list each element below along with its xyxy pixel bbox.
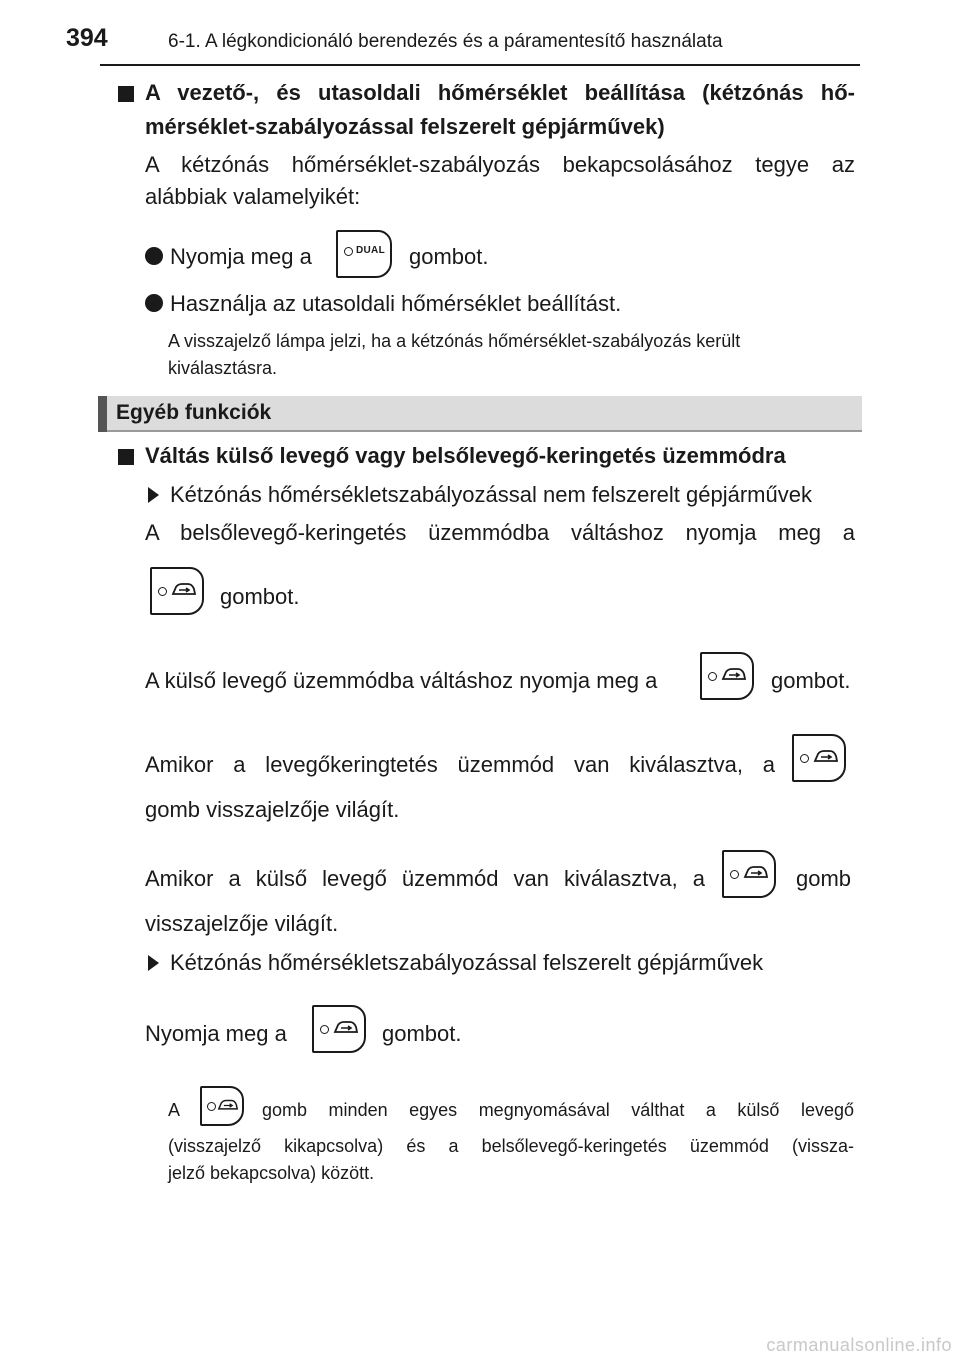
recirculation-button[interactable] [792, 734, 846, 782]
air-mode-button[interactable] [312, 1005, 366, 1053]
page-number: 394 [66, 24, 108, 52]
air-mode-button[interactable] [200, 1086, 244, 1126]
section-bar [98, 396, 862, 432]
fresh-air-button[interactable] [722, 850, 776, 898]
p4-line1-pre: Amikor a külső levegő üzemmód van kiválasztva, a [145, 866, 705, 891]
dual-button-label: DUAL [356, 245, 385, 256]
chapter-title: 6-1. A légkondicionáló berendezés és a páramentesítő használata [168, 31, 723, 52]
p2-post: gombot. [771, 668, 851, 693]
indicator-led-icon [158, 587, 167, 596]
bullet1-pre: Nyomja meg a [170, 244, 312, 269]
p4-line1-post: gomb [796, 866, 852, 891]
bullet2-text: Használja az utasoldali hőmérséklet beállítást. [170, 291, 622, 316]
section-heading-line1: A vezető-, és utasoldali hőmérséklet beállítása (kétzónás hő- [145, 80, 855, 105]
indicator-led-icon [320, 1025, 329, 1034]
header-rule [100, 64, 860, 66]
watermark: carmanualsonline.info [766, 1335, 952, 1355]
intro-line2: alábbiak valamelyikét: [145, 184, 361, 209]
car-air-icon [217, 1098, 239, 1113]
dual-button[interactable] [336, 230, 392, 278]
sub1-text: Kétzónás hőmérsékletszabályozással nem felszerelt gépjárművek [170, 482, 812, 507]
note2-line2: (visszajelző kikapcsolva) és a belsőlevegő-keringetés üzemmód (vissza- [168, 1136, 854, 1156]
section2-heading: Váltás külső levegő vagy belsőlevegő-keringetés üzemmódra [145, 443, 786, 468]
note-line2: kiválasztásra. [168, 358, 278, 378]
p4-line2: visszajelzője világít. [145, 911, 339, 936]
p1-line2: gombot. [220, 584, 300, 609]
car-air-icon [743, 864, 769, 882]
car-air-icon [813, 748, 839, 766]
p3-line1: Amikor a levegőkeringtetés üzemmód van kiválasztva, a [145, 752, 775, 777]
note2-pre: A [168, 1100, 181, 1120]
sub2-text: Kétzónás hőmérsékletszabályozással felszerelt gépjárművek [170, 950, 764, 975]
indicator-led-icon [207, 1102, 216, 1111]
p2-pre: A külső levegő üzemmódba váltáshoz nyomja meg a [145, 668, 658, 693]
bullet-dot-icon [145, 247, 163, 265]
indicator-led-icon [800, 754, 809, 763]
p5-post: gombot. [382, 1021, 462, 1046]
intro-line1: A kétzónás hőmérséklet-szabályozás bekapcsolásához tegye az [145, 152, 855, 177]
section-heading-line2: mérséklet-szabályozással felszerelt gépjárművek) [145, 114, 665, 139]
indicator-led-icon [708, 672, 717, 681]
section-square-icon [118, 449, 134, 465]
p1-line1: A belsőlevegő-keringetés üzemmódba váltáshoz nyomja meg a [145, 520, 855, 545]
bullet-dot-icon [145, 294, 163, 312]
note2-line3: jelző bekapcsolva) között. [168, 1163, 375, 1183]
section-bar-title: Egyéb funkciók [116, 401, 272, 424]
car-air-icon [333, 1019, 359, 1037]
section-square-icon [118, 86, 134, 102]
recirculation-button[interactable] [150, 567, 204, 615]
note-line1: A visszajelző lámpa jelzi, ha a kétzónás hőmérséklet-szabályozás került [168, 331, 741, 351]
indicator-led-icon [730, 870, 739, 879]
section-bar-accent [98, 396, 107, 432]
note2-line1: gomb minden egyes megnyomásával válthat a külső levegő [262, 1100, 854, 1120]
car-air-icon [721, 666, 747, 684]
p3-line2: gomb visszajelzője világít. [145, 797, 400, 822]
bullet1-post: gombot. [409, 244, 489, 269]
arrow-right-icon [148, 955, 159, 971]
fresh-air-button[interactable] [700, 652, 754, 700]
car-air-icon [171, 581, 197, 599]
arrow-right-icon [148, 487, 159, 503]
indicator-led-icon [344, 247, 353, 256]
p5-pre: Nyomja meg a [145, 1021, 287, 1046]
